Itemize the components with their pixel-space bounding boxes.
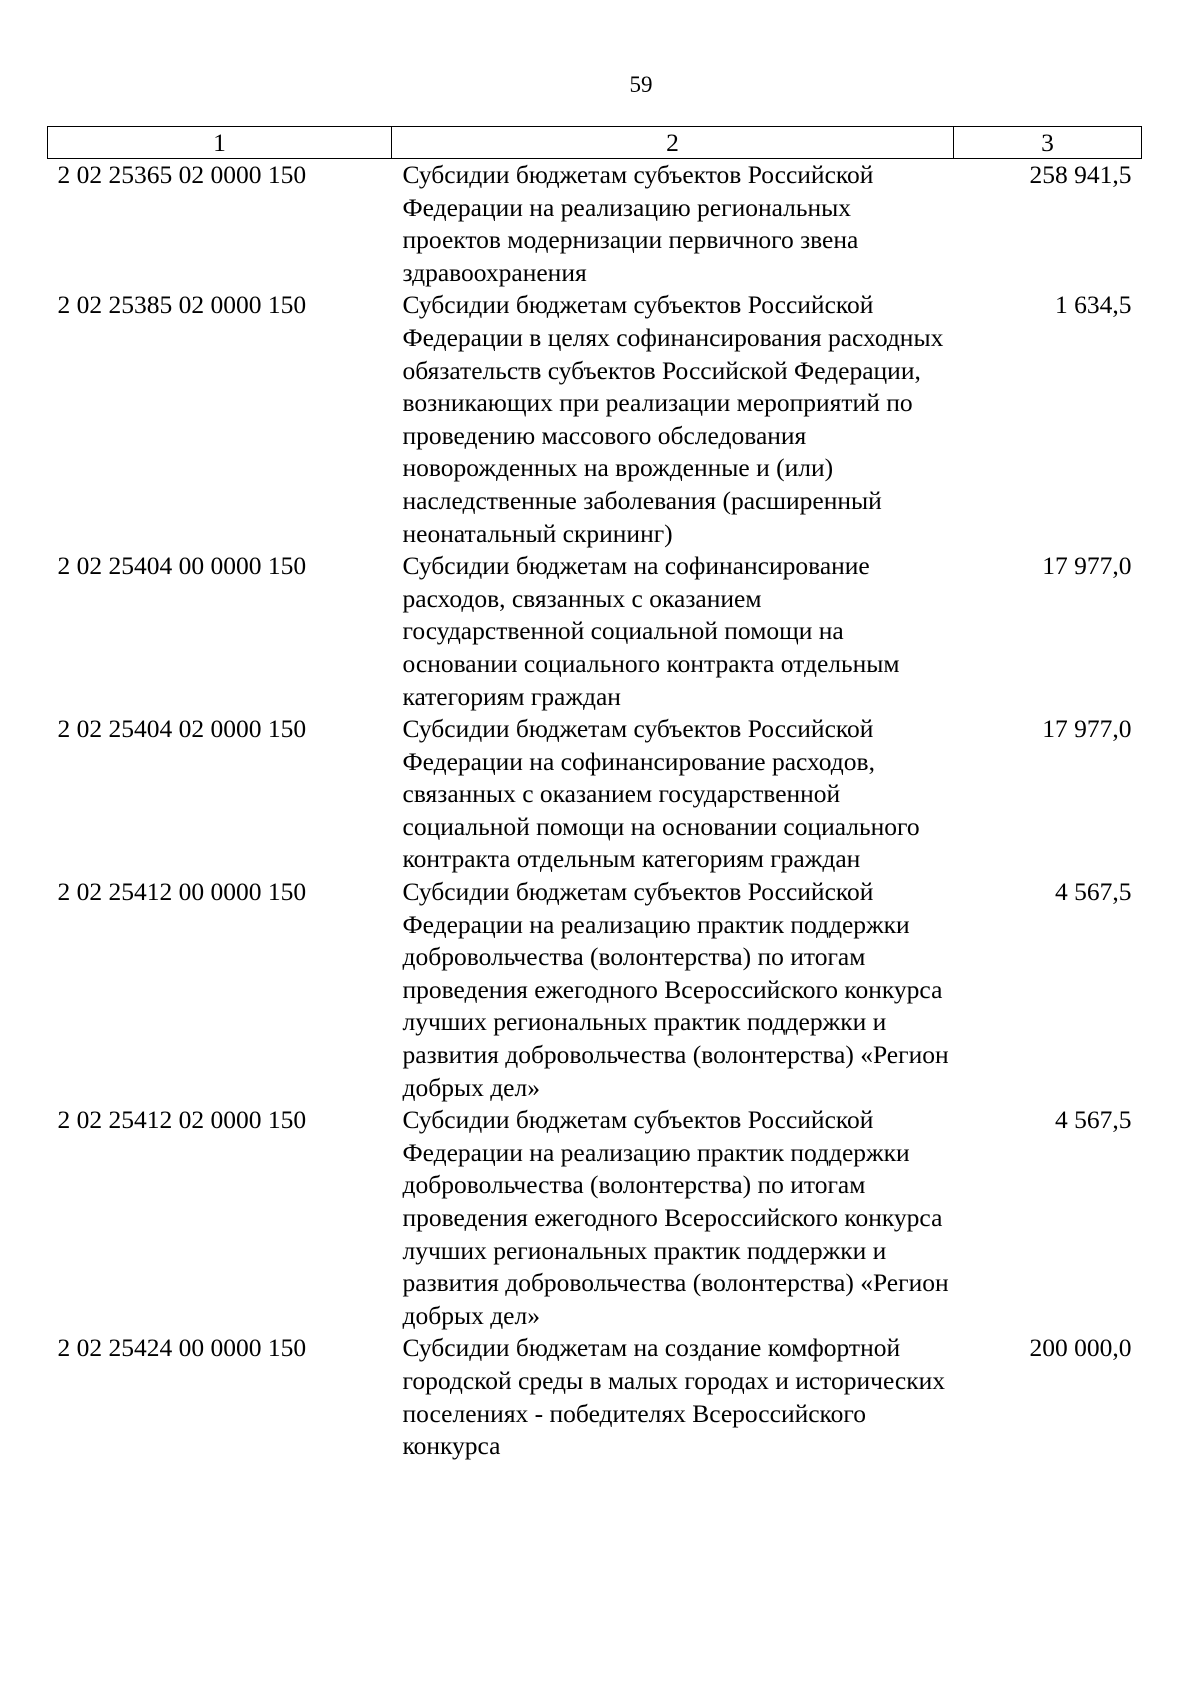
income-amount: 17 977,0 xyxy=(1042,551,1132,581)
income-description: Субсидии бюджетам субъектов Российской Федерации на реализацию практик поддержки добровольчества (волонтерства) по итогам проведения ежегодного Всероссийского конкурса лучших региональных практик поддержки и развития добровольчества (волонтерства) «Регион добрых дел» xyxy=(402,1105,949,1330)
header-col-1: 1 xyxy=(48,127,392,159)
budget-table xyxy=(47,126,1142,1463)
table-row xyxy=(48,876,1142,1104)
income-description: Субсидии бюджетам субъектов Российской Федерации на реализацию региональных проектов модернизации первичного звена здравоохранения xyxy=(402,160,874,287)
table-header xyxy=(48,127,1142,159)
table-body xyxy=(48,159,1142,1463)
income-description: Субсидии бюджетам на создание комфортной городской среды в малых городах и исторических поселениях - победителях Всероссийского конкурса xyxy=(402,1333,946,1461)
table-row xyxy=(48,1332,1142,1462)
income-description: Субсидии бюджетам субъектов Российской Федерации в целях софинансирования расходных обязательств субъектов Российской Федерации, возникающих при реализации мероприятий по проведению массового обследования новорожденных на врожденные и (или) наследственные заболевания (расширенный неонатальный скрининг) xyxy=(402,290,944,548)
income-code: 2 02 25412 02 0000 150 xyxy=(57,1105,307,1135)
header-col-3: 3 xyxy=(954,127,1142,159)
page-number: 59 xyxy=(629,72,653,97)
income-code: 2 02 25404 02 0000 150 xyxy=(57,714,307,744)
income-amount: 200 000,0 xyxy=(1029,1333,1132,1363)
table-row xyxy=(48,1104,1142,1332)
income-code: 2 02 25404 00 0000 150 xyxy=(57,551,307,581)
income-amount: 4 567,5 xyxy=(1055,877,1132,907)
income-code: 2 02 25385 02 0000 150 xyxy=(57,290,307,320)
table-row xyxy=(48,289,1142,550)
income-amount: 17 977,0 xyxy=(1042,714,1132,744)
income-amount: 4 567,5 xyxy=(1055,1105,1132,1135)
table-row xyxy=(48,159,1142,290)
income-amount: 258 941,5 xyxy=(1029,160,1132,189)
header-col-2: 2 xyxy=(392,127,954,159)
table-row xyxy=(48,550,1142,713)
income-description: Субсидии бюджетам субъектов Российской Федерации на софинансирование расходов, связанных с оказанием государственной социальной помощи на основании социального контракта отдельным категориям граждан xyxy=(402,714,920,874)
income-code: 2 02 25424 00 0000 150 xyxy=(57,1333,307,1363)
table-row xyxy=(48,713,1142,876)
income-description: Субсидии бюджетам субъектов Российской Федерации на реализацию практик поддержки добровольчества (волонтерства) по итогам проведения ежегодного Всероссийского конкурса лучших региональных практик поддержки и развития добровольчества (волонтерства) «Регион добрых дел» xyxy=(402,877,949,1102)
income-amount: 1 634,5 xyxy=(1055,290,1132,320)
income-code: 2 02 25412 00 0000 150 xyxy=(57,877,307,907)
income-code: 2 02 25365 02 0000 150 xyxy=(57,160,307,189)
income-description: Субсидии бюджетам на софинансирование расходов, связанных с оказанием государственной социальной помощи на основании социального контракта отдельным категориям граждан xyxy=(402,551,900,711)
header-row xyxy=(48,127,1142,159)
